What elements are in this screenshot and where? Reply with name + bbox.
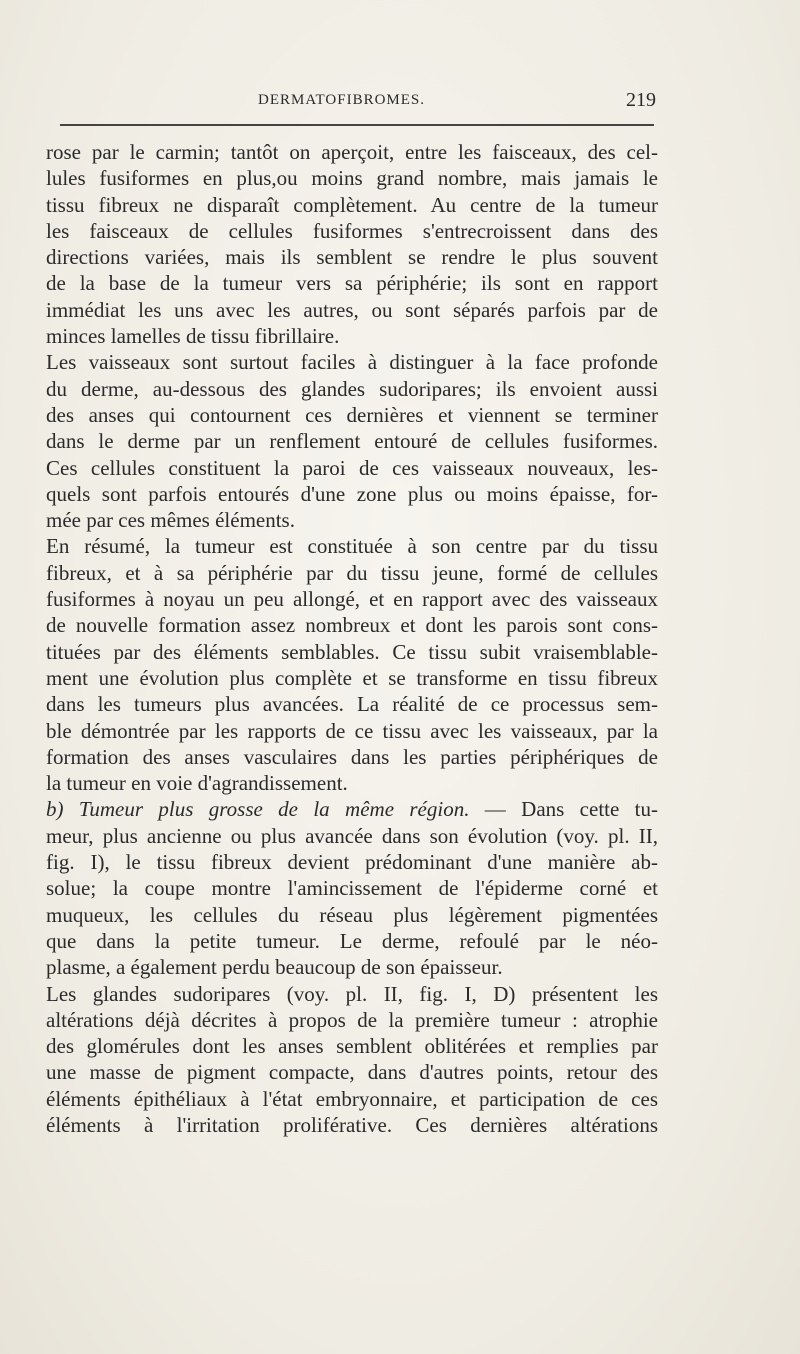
text-line: tituées par des éléments semblables. Ce tissu subit vraisemblable- [46,639,658,664]
text-line: ment une évolution plus complète et se transforme en tissu fibreux [46,665,658,690]
section-label: b) [46,797,64,822]
text-line: de nouvelle formation assez nombreux et dont les parois sont cons- [46,613,658,638]
text-line: minces lamelles de tissu fibrillaire. [46,324,340,349]
text-line: plasme, a également perdu beaucoup de son épaisseur. [46,955,503,980]
text-line: dans le derme par un renflement entouré de cellules fusiformes. [46,429,658,454]
text-line: dans les tumeurs plus avancées. La réalité de ce processus sem- [46,692,658,717]
text-line: altérations déjà décrites à propos de la première tumeur : atrophie [46,1007,658,1032]
text-line: meur, plus ancienne ou plus avancée dans son évolution (voy. pl. II, [46,823,658,848]
text-line: rose par le carmin; tantôt on aperçoit, entre les faisceaux, des cel- [46,140,658,164]
section-heading: Tumeur plus grosse de la même région. [78,797,470,822]
running-head [0,89,800,116]
text-line: Ces cellules constituent la paroi de ces vaisseaux nouveaux, les- [46,455,658,480]
header-rule [60,124,654,126]
text-line: formation des anses vasculaires dans les parties périphériques de [46,744,658,769]
text-line: En résumé, la tumeur est constituée à son centre par du tissu [46,534,658,559]
text-line: tissu fibreux ne disparaît complètement. Au centre de la tumeur [46,192,658,217]
text-line: des anses qui contournent ces dernières et viennent se terminer [46,402,658,427]
text-line: solue; la coupe montre l'amincissement de l'épiderme corné et [46,876,658,901]
text-line: ble démontrée par les rapports de ce tissu avec les vaisseaux, par la [46,718,658,743]
page-number: 219 [626,89,656,111]
text-line: fig. I), le tissu fibreux devient prédominant d'une manière ab- [46,850,658,875]
text-line: muqueux, les cellules du réseau plus légèrement pigmentées [46,902,658,927]
text-line: que dans la petite tumeur. Le derme, refoulé par le néo- [46,928,658,953]
running-title: DERMATOFIBROMES. [258,92,426,108]
text-line: de la base de la tumeur vers sa périphérie; ils sont en rapport [46,271,658,296]
body-text [46,139,658,1138]
text-line: du derme, au-dessous des glandes sudoripares; ils envoient aussi [46,376,658,401]
text-line: Les vaisseaux sont surtout faciles à distinguer à la face profonde [46,350,658,375]
text-line: la tumeur en voie d'agrandissement. [46,771,348,796]
text-line: mée par ces mêmes éléments. [46,508,295,533]
text-line: une masse de pigment compacte, dans d'autres points, retour des [46,1060,658,1085]
text-line: lules fusiformes en plus,ou moins grand nombre, mais jamais le [46,166,658,191]
text-line: fusiformes à noyau un peu allongé, et en rapport avec des vaisseaux [46,587,658,612]
text-line: directions variées, mais ils semblent se rendre le plus souvent [46,245,658,270]
text-line: Les glandes sudoripares (voy. pl. II, fig. I, D) présentent les [46,981,658,1006]
text-line: quels sont parfois entourés d'une zone plus ou moins épaisse, for- [46,481,658,506]
text-line: les faisceaux de cellules fusiformes s'entrecroissent dans des [46,218,658,243]
text-line: éléments à l'irritation proliférative. Ces dernières altérations [46,1112,658,1137]
text-line: fibreux, et à sa périphérie par du tissu jeune, formé de cellules [46,560,658,585]
text-line-italic-heading: b) Tumeur plus grosse de la même région. — Dans cette tu- [46,797,658,822]
text-line: éléments épithéliaux à l'état embryonnaire, et participation de ces [46,1086,658,1111]
text-line: des glomérules dont les anses semblent oblitérées et remplies par [46,1034,658,1059]
text-line: immédiat les uns avec les autres, ou sont séparés parfois par de [46,297,658,322]
